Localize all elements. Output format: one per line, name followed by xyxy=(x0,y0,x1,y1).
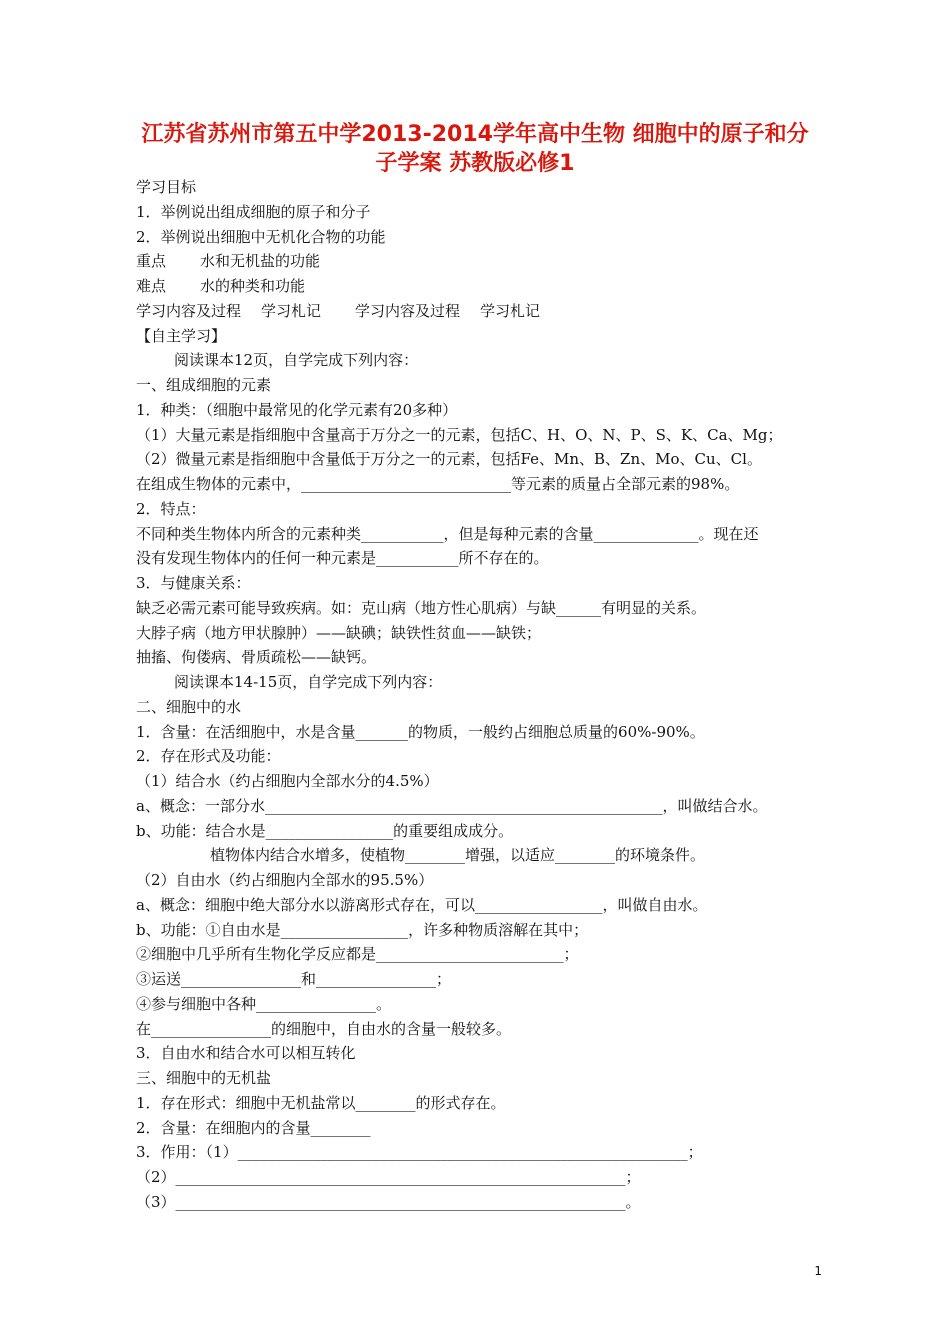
free-water-heading: （2）自由水（约占细胞内全部水的95.5%） xyxy=(136,871,434,889)
column-header-content-1: 学习内容及过程 xyxy=(136,301,242,320)
salts-content: 2．含量：在细胞内的含量________ xyxy=(136,1118,371,1137)
elements-types: 1．种类：（细胞中最常见的化学元素有20多种） xyxy=(136,400,458,419)
document-body xyxy=(136,175,826,1215)
salts-function-2: （2）____________________________________________________________； xyxy=(136,1168,641,1186)
difficulty-label: 难点 xyxy=(136,277,167,295)
water-forms-heading: 2．存在形式及功能： xyxy=(136,747,281,766)
difficulty-text: 水的种类和功能 xyxy=(200,277,306,295)
characteristics-heading: 2．特点： xyxy=(136,499,206,518)
elements-98-percent: 在组成生物体的元素中，____________________________等元素的质量占全部元素的98%。 xyxy=(136,475,740,493)
salts-function-1: 3．作用：（1）____________________________________________________________； xyxy=(136,1143,703,1162)
free-water-function-3: ③运送________________和________________； xyxy=(136,970,452,988)
health-line-1: 缺乏必需元素可能导致疾病。如：克山病（地方性心肌病）与缺______有明显的关系。 xyxy=(136,598,707,617)
free-water-function-4: ④参与细胞中各种________________。 xyxy=(136,994,392,1013)
health-line-2: 大脖子病（地方甲状腺肿）——缺碘；缺铁性贫血——缺铁； xyxy=(136,623,542,642)
section-heading-salts: 三、细胞中的无机盐 xyxy=(136,1069,272,1087)
objective-1: 1．举例说出组成细胞的原子和分子 xyxy=(136,202,371,221)
difficulty-row xyxy=(136,274,826,299)
key-point-text: 水和无机盐的功能 xyxy=(200,252,321,271)
reading-instruction-2: 阅读课本14-15页，自学完成下列内容： xyxy=(174,673,443,691)
bound-water-concept: a、概念：一部分水_____________________________________________________，叫做结合水。 xyxy=(136,796,768,815)
section-heading-objectives: 学习目标 xyxy=(136,178,197,196)
document-title xyxy=(134,120,816,178)
title-line-2: 子学案 苏教版必修1 xyxy=(375,151,575,176)
self-study-heading: 【自主学习】 xyxy=(136,326,227,345)
health-heading: 3．与健康关系： xyxy=(136,574,251,592)
title-line-1: 江苏省苏州市第五中学2013-2014学年高中生物 细胞中的原子和分 xyxy=(141,122,809,147)
characteristics-line-1: 不同种类生物体内所含的元素种类___________，但是每种元素的含量______________。现在还 xyxy=(136,524,759,543)
column-header-content-2: 学习内容及过程 xyxy=(355,301,461,320)
water-content: 1．含量：在活细胞中，水是含量_______的物质，一般约占细胞总质量的60%-90%。 xyxy=(136,722,705,741)
macro-elements: （1）大量元素是指细胞中含量高于万分之一的元素，包括C、H、O、N、P、S、K、Ca、Mg； xyxy=(136,425,783,444)
section-heading-elements: 一、组成细胞的元素 xyxy=(136,376,272,394)
bound-water-plant: 植物体内结合水增多，使植物________增强，以适应________的环境条件。 xyxy=(210,846,706,865)
health-line-3: 抽搐、佝偻病、骨质疏松——缺钙。 xyxy=(136,648,377,667)
bound-water-function: b、功能：结合水是_________________的重要组成成分。 xyxy=(136,821,514,840)
objective-2: 2．举例说出细胞中无机化合物的功能 xyxy=(136,227,386,246)
free-water-function-1: b、功能：①自由水是_________________，许多种物质溶解在其中； xyxy=(136,920,589,939)
free-water-content: 在________________的细胞中，自由水的含量一般较多。 xyxy=(136,1019,512,1038)
bound-water-heading: （1）结合水（约占细胞内全部水分的4.5%） xyxy=(136,772,439,790)
salts-function-3: （3）____________________________________________________________。 xyxy=(136,1192,641,1211)
free-water-function-2: ②细胞中几乎所有生物化学反应都是_________________________； xyxy=(136,945,579,964)
page-number: 1 xyxy=(814,1264,822,1278)
salts-form: 1．存在形式：细胞中无机盐常以________的形式存在。 xyxy=(136,1093,506,1112)
column-headers-row xyxy=(136,299,826,324)
trace-elements: （2）微量元素是指细胞中含量低于万分之一的元素，包括Fe、Mn、B、Zn、Mo、Cu、Cl。 xyxy=(136,450,762,469)
characteristics-line-2: 没有发现生物体内的任何一种元素是___________所不存在的。 xyxy=(136,549,549,568)
reading-instruction-1: 阅读课本12页，自学完成下列内容： xyxy=(174,351,419,370)
column-header-notes-1: 学习札记 xyxy=(261,301,322,320)
key-point-label: 重点 xyxy=(136,252,167,271)
key-point-row xyxy=(136,249,826,274)
free-water-concept: a、概念：细胞中绝大部分水以游离形式存在，可以_________________，叫做自由水。 xyxy=(136,895,708,914)
column-header-notes-2: 学习札记 xyxy=(480,301,541,320)
water-conversion: 3．自由水和结合水可以相互转化 xyxy=(136,1044,356,1063)
section-heading-water: 二、细胞中的水 xyxy=(136,697,242,716)
